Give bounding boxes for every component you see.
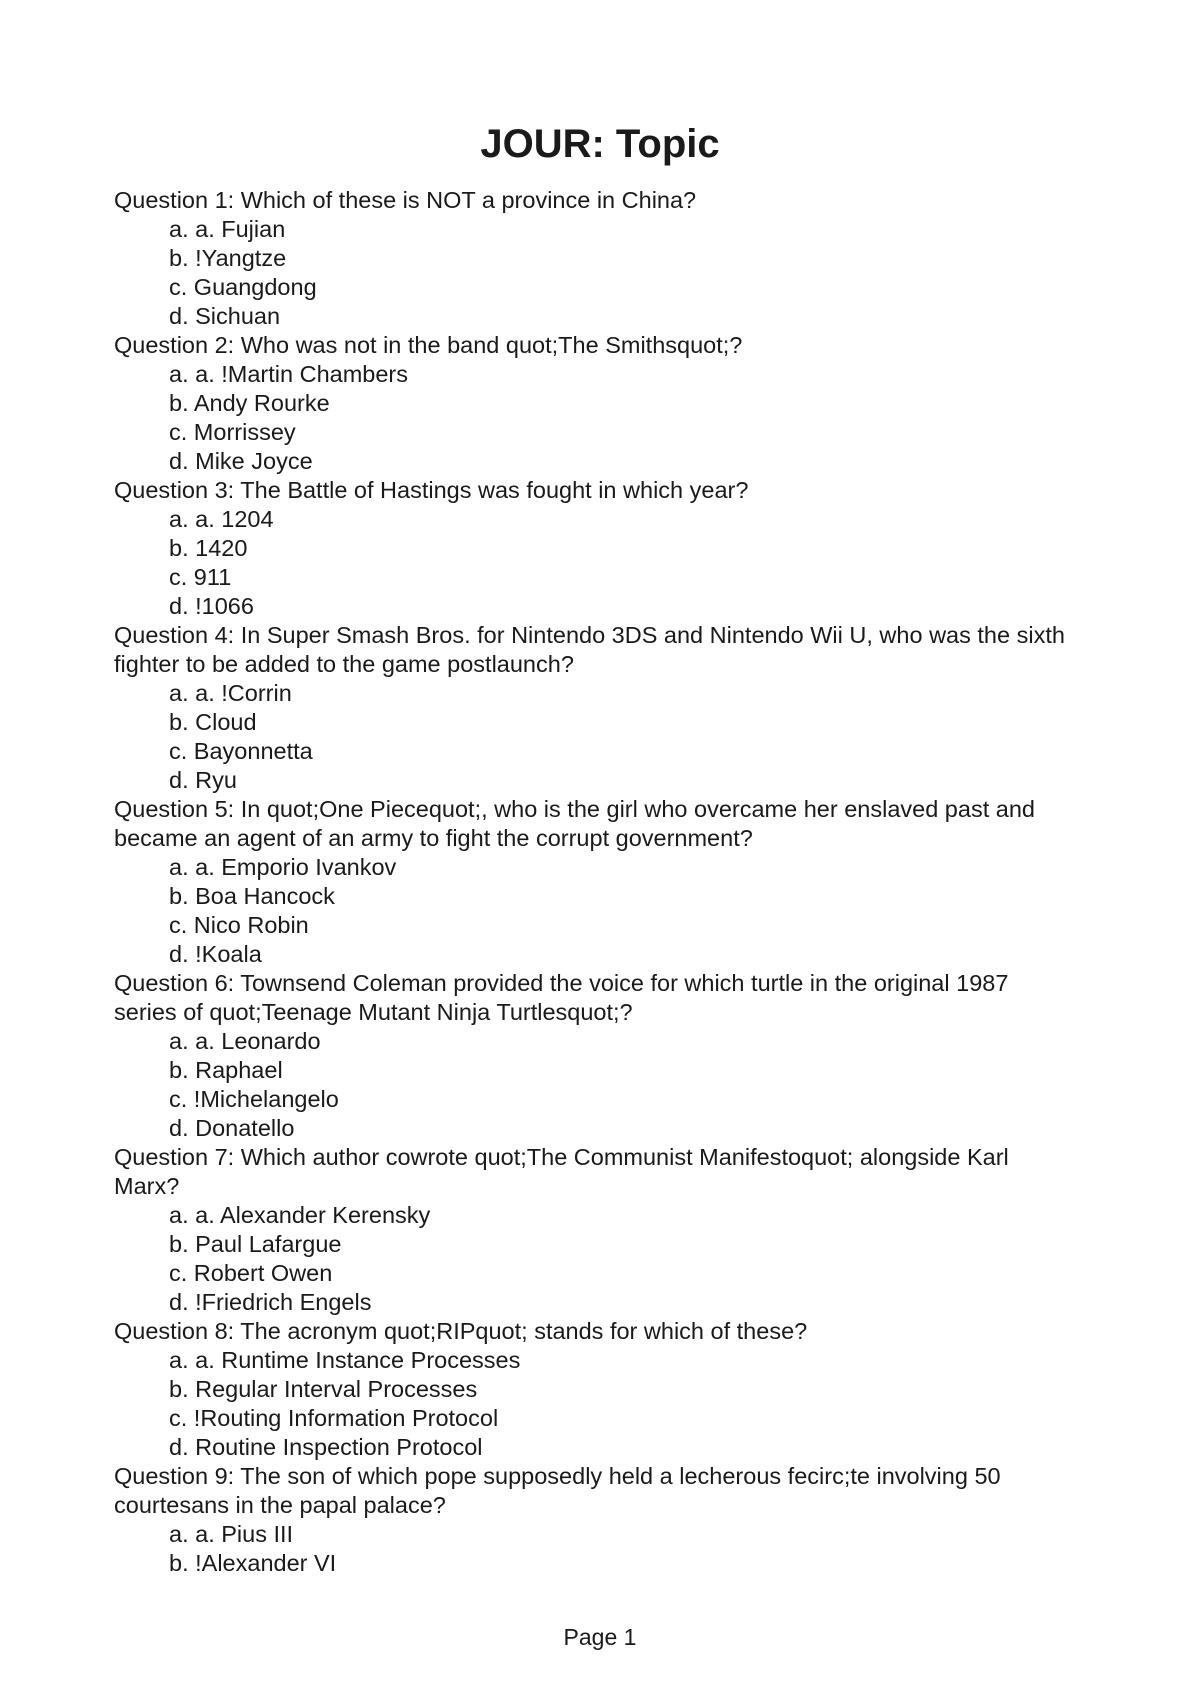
question-text: Question 6: Townsend Coleman provided the voice for which turtle in the original 1987 series of quot;Teenage Mutant Ninja Turtlesquot;? xyxy=(114,970,1009,1025)
answer-option: b. Andy Rourke xyxy=(169,390,330,416)
answer-option: c. !Michelangelo xyxy=(169,1086,339,1112)
answer-option: c. 911 xyxy=(169,564,232,590)
answer-option: b. !Alexander VI xyxy=(169,1550,337,1576)
question-block-8 xyxy=(114,1317,1074,1462)
answer-option: a. a. Leonardo xyxy=(169,1028,321,1054)
answer-options xyxy=(114,1520,1074,1578)
answer-option: b. !Yangtze xyxy=(169,245,287,271)
answer-option: a. a. Fujian xyxy=(169,216,286,242)
answer-option: c. !Routing Information Protocol xyxy=(169,1405,499,1431)
answer-option: b. Regular Interval Processes xyxy=(169,1376,478,1402)
answer-options xyxy=(114,360,1074,476)
answer-options xyxy=(114,1346,1074,1462)
question-text: Question 2: Who was not in the band quot;The Smithsquot;? xyxy=(114,332,743,358)
answer-option: d. Routine Inspection Protocol xyxy=(169,1434,483,1460)
answer-options xyxy=(114,853,1074,969)
question-block-1 xyxy=(114,186,1074,331)
answer-option: b. Cloud xyxy=(169,709,257,735)
answer-option: d. Mike Joyce xyxy=(169,448,313,474)
answer-options xyxy=(114,505,1074,621)
question-block-6 xyxy=(114,969,1074,1143)
answer-option: d. Sichuan xyxy=(169,303,281,329)
page-number: Page 1 xyxy=(563,1624,637,1650)
question-block-4 xyxy=(114,621,1074,795)
answer-option: b. Raphael xyxy=(169,1057,283,1083)
answer-option: a. a. Alexander Kerensky xyxy=(169,1202,431,1228)
answer-options xyxy=(114,679,1074,795)
answer-option: c. Nico Robin xyxy=(169,912,309,938)
answer-option: d. !1066 xyxy=(169,593,254,619)
answer-option: b. Paul Lafargue xyxy=(169,1231,342,1257)
question-block-2 xyxy=(114,331,1074,476)
answer-option: c. Robert Owen xyxy=(169,1260,333,1286)
question-text: Question 3: The Battle of Hastings was fought in which year? xyxy=(114,477,749,503)
answer-option: c. Bayonnetta xyxy=(169,738,313,764)
question-text: Question 5: In quot;One Piecequot;, who is the girl who overcame her enslaved past and became an agent of an army to fight the corrupt government? xyxy=(114,796,1035,851)
answer-option: a. a. !Corrin xyxy=(169,680,292,706)
question-text: Question 4: In Super Smash Bros. for Nintendo 3DS and Nintendo Wii U, who was the sixth fighter to be added to the game postlaunch? xyxy=(114,622,1065,677)
answer-option: c. Morrissey xyxy=(169,419,296,445)
answer-option: d. Ryu xyxy=(169,767,237,793)
question-block-9 xyxy=(114,1462,1074,1578)
question-text: Question 1: Which of these is NOT a province in China? xyxy=(114,187,697,213)
question-text: Question 7: Which author cowrote quot;The Communist Manifestoquot; alongside Karl Marx? xyxy=(114,1144,1009,1199)
question-block-7 xyxy=(114,1143,1074,1317)
answer-option: d. Donatello xyxy=(169,1115,295,1141)
question-block-3 xyxy=(114,476,1074,621)
answer-option: c. Guangdong xyxy=(169,274,317,300)
answer-options xyxy=(114,1027,1074,1143)
answer-option: a. a. Runtime Instance Processes xyxy=(169,1347,521,1373)
question-list xyxy=(114,186,1074,1578)
answer-option: d. !Koala xyxy=(169,941,262,967)
answer-option: a. a. Pius III xyxy=(169,1521,294,1547)
answer-options xyxy=(114,1201,1074,1317)
answer-option: d. !Friedrich Engels xyxy=(169,1289,372,1315)
question-text: Question 9: The son of which pope supposedly held a lecherous fecirc;te involving 50 courtesans in the papal palace? xyxy=(114,1463,1001,1518)
answer-option: b. Boa Hancock xyxy=(169,883,335,909)
answer-option: a. a. Emporio Ivankov xyxy=(169,854,397,880)
page-title: JOUR: Topic xyxy=(480,122,720,166)
answer-option: b. 1420 xyxy=(169,535,248,561)
question-block-5 xyxy=(114,795,1074,969)
answer-option: a. a. !Martin Chambers xyxy=(169,361,409,387)
answer-options xyxy=(114,215,1074,331)
question-text: Question 8: The acronym quot;RIPquot; stands for which of these? xyxy=(114,1318,808,1344)
answer-option: a. a. 1204 xyxy=(169,506,274,532)
